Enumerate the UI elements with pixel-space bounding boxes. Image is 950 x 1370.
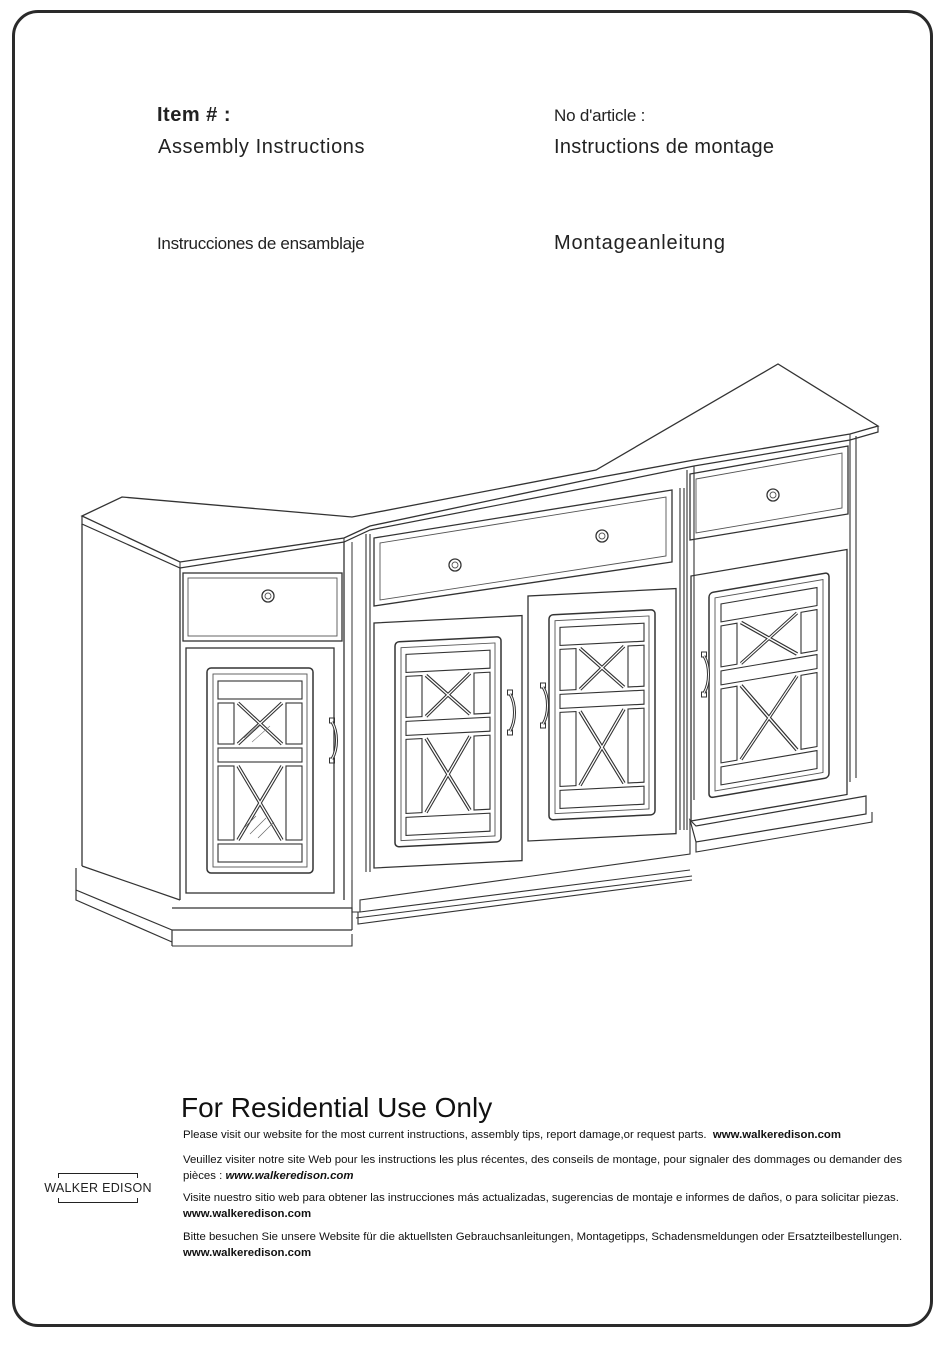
instructions-spanish <box>183 1190 911 1222</box>
logo-bottom-line <box>58 1202 138 1203</box>
logo-text: WALKER EDISON <box>44 1181 152 1195</box>
instructions-english <box>183 1127 911 1143</box>
instructions-spanish-text: Visite nuestro sitio web para obtener las instrucciones más actualizadas, sugerencias de montaje e informes de daños, o para solicitar piezas. <box>183 1192 899 1204</box>
website-link-de[interactable]: www.walkeredison.com <box>183 1247 312 1259</box>
logo-tick-top-right <box>137 1173 138 1178</box>
logo-tick-top-left <box>58 1173 59 1178</box>
instructions-french <box>183 1152 911 1184</box>
instructions-english-text: Please visit our website for the most current instructions, assembly tips, report damage,or request parts. <box>183 1129 707 1141</box>
residential-use-heading: For Residential Use Only <box>181 1092 493 1123</box>
assembly-instructions-fr: Instructions de montage <box>554 136 775 158</box>
item-number-label-fr: No d'article : <box>554 106 646 125</box>
logo-tick-bottom-right <box>137 1198 138 1203</box>
website-link-en[interactable]: www.walkeredison.com <box>712 1129 841 1141</box>
website-link-fr[interactable]: www.walkeredison.com <box>225 1170 354 1182</box>
assembly-instructions-de: Montageanleitung <box>554 232 726 254</box>
instructions-german <box>183 1229 911 1261</box>
item-number-label: Item # : <box>157 104 232 126</box>
logo-top-line <box>58 1173 138 1174</box>
website-link-es[interactable]: www.walkeredison.com <box>183 1208 312 1220</box>
logo-tick-bottom-left <box>58 1198 59 1203</box>
assembly-instructions-es: Instrucciones de ensamblaje <box>157 234 365 253</box>
assembly-instructions-en: Assembly Instructions <box>158 136 366 158</box>
walker-edison-logo <box>36 1172 160 1206</box>
instructions-german-text: Bitte besuchen Sie unsere Website für die aktuellsten Gebrauchsanleitungen, Montagetipps, Schadensmeldungen oder Ersatzteilbestellungen. <box>183 1231 903 1243</box>
instructions-french-text: Veuillez visiter notre site Web pour les instructions les plus récentes, des conseils de montage, pour signaler des dommages ou demander des pièces : <box>183 1154 903 1182</box>
